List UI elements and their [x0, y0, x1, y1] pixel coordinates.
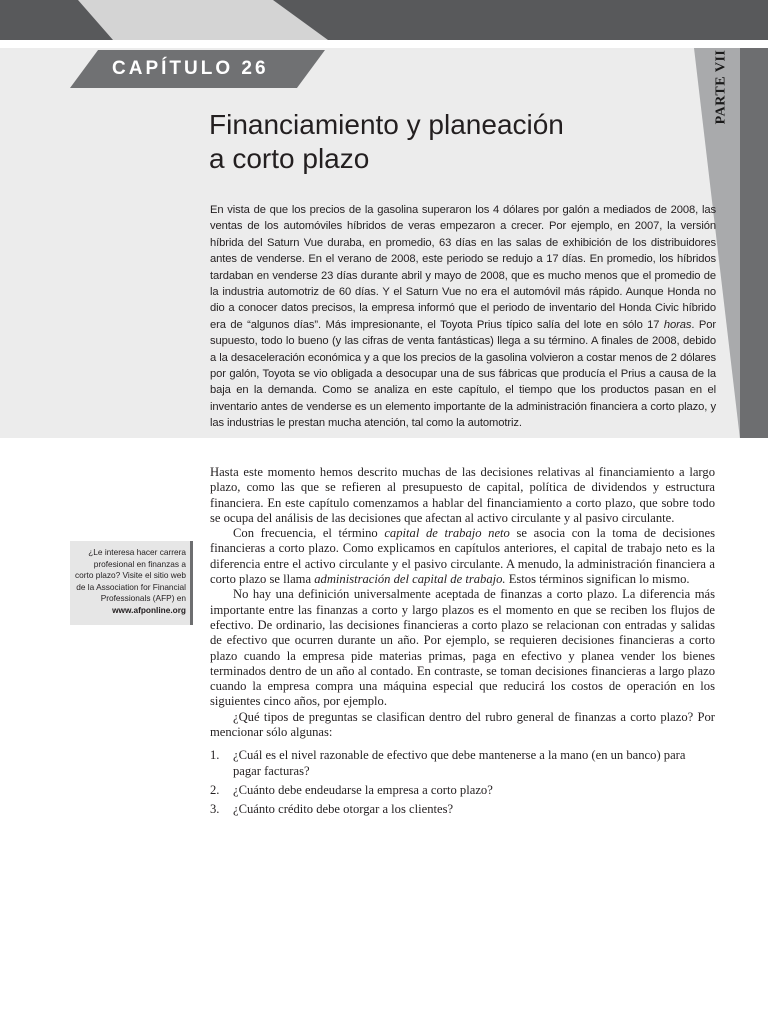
part-label-text: PARTE VII: [713, 49, 729, 125]
p2-text-b: se asocia con la toma de decisiones financieras a corto plazo. Como explicamos en capítulos anteriores, el capital de trabajo neto es la diferencia entre el activo circulante y el pasivo circulante. A menudo, la administración financiera a corto plazo se llama: [210, 526, 715, 587]
margin-note-text: ¿Le interesa hacer carrera profesional en finanzas a corto plazo? Visite el sitio web de la Association for Financial Professionals (AFP) en: [75, 547, 186, 604]
list-item-text: ¿Cuánto crédito debe otorgar a los clientes?: [233, 802, 454, 817]
list-item-number: 3.: [210, 802, 220, 817]
part-tab-strip: [740, 48, 768, 438]
chapter-title-line-1: Financiamiento y planeación: [209, 109, 564, 140]
body-paragraph-1: Hasta este momento hemos descrito muchas de las decisiones relativas al financiamiento a largo plazo, como las que se refieren al presupuesto de capital, política de dividendos y estructura financiera. En este capítulo comenzamos a hablar del financiamiento a corto plazo, que sobre todo se ocupa del análisis de las decisiones que afectan al activo circulante y al pasivo circulante.: [210, 465, 715, 525]
intro-text-2: . Por supuesto, todo lo bueno (y las cifras de venta fantásticas) llega a su término. A finales de 2008, debido a la desaceleración económica y a que los precios de la gasolina volvieron a costar menos de 2 dólares por galón, Toyota se vio obligada a desocupar una de sus fábricas que producía el Prius a causa de la baja en la demanda. Como se analiza en este capítulo, el tiempo que los productos pasan en el inventario antes de venderse es un elemento importante de la administración financiera a corto plazo, y las industrias le prestan mucha atención, tal como la automotriz.: [210, 318, 716, 430]
body-paragraph-4: ¿Qué tipos de preguntas se clasifican dentro del rubro general de finanzas a corto plazo? Por mencionar sólo algunas:: [210, 709, 715, 740]
p2-text-a: Con frecuencia, el término: [233, 526, 385, 541]
list-item-number: 1.: [210, 748, 220, 763]
p2-text-c: Estos términos significan lo mismo.: [505, 572, 690, 587]
list-item: [210, 748, 715, 779]
chapter-intro: [210, 202, 716, 432]
header-divider: [0, 42, 768, 45]
body-text: [210, 465, 715, 822]
margin-note-link[interactable]: www.afponline.org: [112, 604, 186, 615]
intro-italic: horas: [663, 318, 692, 331]
body-paragraph-2: [210, 526, 715, 587]
question-list: [210, 748, 715, 817]
chapter-title-line-2: a corto plazo: [209, 143, 370, 174]
list-item: [210, 783, 715, 798]
chapter-label: CAPÍTULO 26: [112, 58, 269, 79]
chapter-title: [209, 108, 679, 176]
p2-term-1: capital de trabajo neto: [384, 526, 510, 541]
intro-text-1: En vista de que los precios de la gasolina superaron los 4 dólares por galón a mediados de 2008, las ventas de los automóviles híbridos de veras empezaron a crecer. Por ejemplo, en 2007, la versión híbrida del Saturn Vue duraba, en promedio, 63 días en las salas de exhibición de los distribuidores antes de venderse. En el verano de 2008, este periodo se redujo a 17 días. En promedio, los híbridos tardaban en venderse 23 días durante abril y mayo de 2008, que es mucho menos que el promedio de la industria automotriz de 60 días. Y el Saturn Vue no era el automóvil más rápido. Aunque Honda no dio a conocer datos precisos, la empresa informó que el periodo de inventario del Honda Civic híbrido era de “algunos días”. Más impresionante, el Toyota Prius típico salía del lote en sólo 17: [210, 204, 716, 331]
list-item: [210, 802, 715, 817]
list-item-text: ¿Cuánto debe endeudarse la empresa a corto plazo?: [233, 782, 493, 797]
body-paragraph-3: No hay una definición universalmente aceptada de finanzas a corto plazo. La diferencia más importante entre las finanzas a corto y largo plazos es el momento en que se reciben los flujos de efectivo. De ordinario, las decisiones financieras a corto plazo se relacionan con entradas y salidas de efectivo que ocurren durante un año. Por ejemplo, se requieren decisiones financieras a corto plazo cuando la empresa pide materias primas, paga en efectivo y planea vender los bienes terminados dentro de un año al contado. En contraste, se toman decisiones financieras a largo plazo cuando la empresa compra una máquina especial que reducirá los costos de operación en los siguientes cinco años, por ejemplo.: [210, 587, 715, 709]
margin-note: [74, 547, 186, 617]
part-label: [706, 49, 736, 125]
list-item-text: ¿Cuál es el nivel razonable de efectivo que debe mantenerse a la mano (en un banco) para pagar facturas?: [233, 748, 686, 778]
list-item-number: 2.: [210, 782, 220, 797]
p2-term-2: administración del capital de trabajo.: [314, 572, 506, 587]
